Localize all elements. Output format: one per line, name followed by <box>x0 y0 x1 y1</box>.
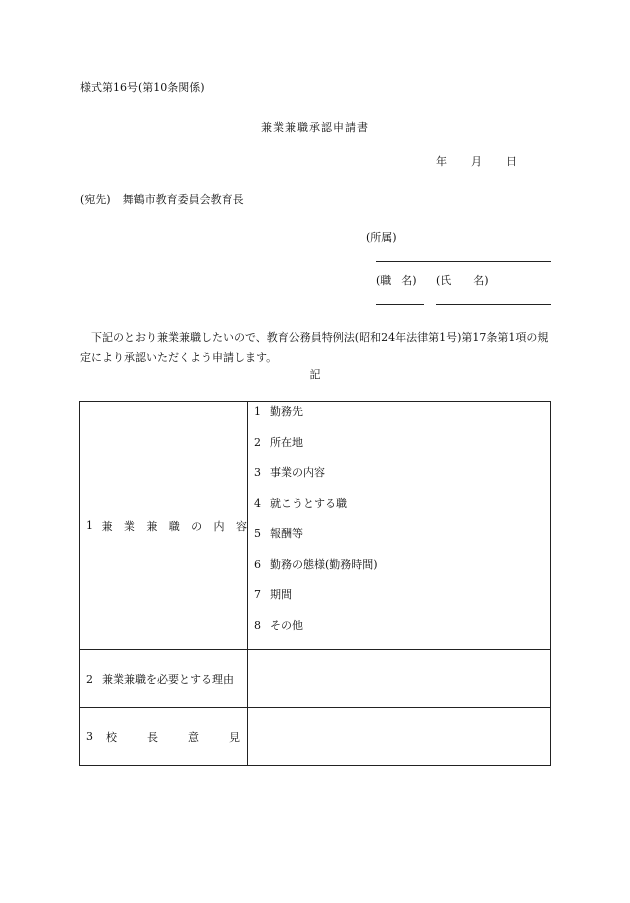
addressee-value: 舞鶴市教育委員会教育長 <box>122 193 244 206</box>
row-number: 3 <box>86 730 93 743</box>
addressee-label: (宛先) <box>80 193 111 206</box>
list-item: 7 期間 <box>254 588 292 601</box>
post-label: (職 名) <box>376 274 417 287</box>
date-row <box>436 156 517 167</box>
ki-label: 記 <box>309 368 321 381</box>
date-day-label: 日 <box>506 155 517 168</box>
list-item: 2 所在地 <box>254 435 303 449</box>
principal-opinion-cell[interactable] <box>248 708 551 766</box>
principal-opinion-label-cell <box>80 708 248 766</box>
form-number: 様式第16号(第10条関係) <box>80 81 205 94</box>
post-line <box>376 304 424 305</box>
table-row <box>80 650 551 708</box>
list-item: 5 報酬等 <box>254 527 303 540</box>
name-line <box>436 304 551 305</box>
reason-label-cell <box>80 650 248 708</box>
date-year-label: 年 <box>436 155 447 168</box>
application-table <box>79 401 551 766</box>
affiliation-label: (所属) <box>366 231 397 244</box>
list-item: 6 勤務の態様(勤務時間) <box>254 557 378 571</box>
side-job-content-label: 兼 業 兼 職 の 内 容 <box>101 519 247 533</box>
list-item: 8 その他 <box>254 618 303 632</box>
reason-cell[interactable] <box>248 650 551 708</box>
side-job-content-label-cell <box>80 402 248 650</box>
table-row <box>80 708 551 766</box>
list-item: 3 事業の内容 <box>254 466 325 479</box>
table-row <box>80 402 551 650</box>
row-number: 1 <box>86 519 93 532</box>
body-text: 下記のとおり兼業兼職したいので、教育公務員特例法(昭和24年法律第1号)第17条第1項の規定により承認いただくよう申請します。 <box>80 331 549 364</box>
name-label: (氏 名) <box>436 274 489 287</box>
affiliation-line <box>376 261 551 262</box>
date-month-label: 月 <box>471 155 482 168</box>
addressee <box>80 194 244 205</box>
side-job-items <box>248 402 550 649</box>
principal-opinion-label: 校 長 意 見 <box>106 730 240 744</box>
row-number: 2 <box>86 672 93 686</box>
document-title: 兼業兼職承認申請書 <box>261 121 369 134</box>
reason-label: 兼業兼職を必要とする理由 <box>102 672 234 686</box>
list-item: 4 就こうとする職 <box>254 496 347 510</box>
side-job-content-cell[interactable] <box>248 402 551 650</box>
list-item: 1 勤務先 <box>254 405 303 418</box>
